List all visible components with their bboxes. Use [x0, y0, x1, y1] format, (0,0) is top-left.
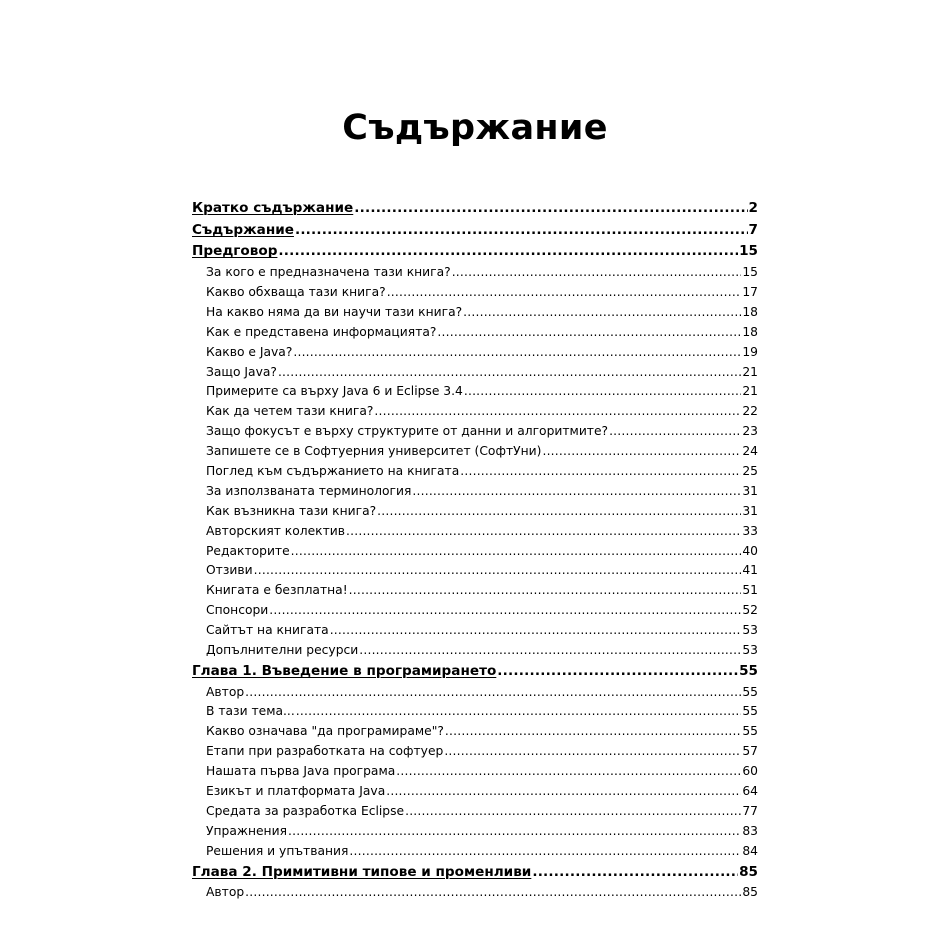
toc-dot-leader	[349, 581, 742, 601]
toc-entry-label: Спонсори	[206, 603, 269, 618]
toc-dot-leader	[445, 722, 741, 742]
toc-entry-label: Авторският колектив	[206, 523, 346, 538]
toc-entry-label: Какво означава "да програмираме"?	[206, 724, 444, 739]
table-of-contents	[192, 198, 758, 903]
toc-chapter-entry[interactable]	[192, 862, 758, 884]
toc-page-number: 31	[742, 483, 758, 498]
toc-page-number: 21	[742, 364, 758, 379]
toc-section-entry[interactable]	[192, 581, 758, 601]
toc-dot-leader	[452, 263, 742, 283]
toc-dot-leader	[359, 641, 741, 661]
toc-section-entry[interactable]	[192, 263, 758, 283]
toc-dot-leader	[609, 422, 741, 442]
toc-entry-label: Поглед към съдържанието на книгата	[206, 463, 460, 478]
toc-entry-label: Етапи при разработката на софтуер	[206, 744, 444, 759]
toc-entry-label: Допълнителни ресурси	[206, 642, 359, 657]
toc-section-entry[interactable]	[192, 382, 758, 402]
toc-page-number: 84	[742, 843, 758, 858]
toc-section-entry[interactable]	[192, 762, 758, 782]
toc-entry-label: Как да четем тази книга?	[206, 404, 374, 419]
toc-dot-leader	[346, 522, 741, 542]
toc-page-number: 17	[742, 284, 758, 299]
toc-section-entry[interactable]	[192, 883, 758, 903]
toc-entry-label: Запишете се в Софтуерния университет (СофтУни)	[206, 444, 542, 459]
toc-dot-leader	[245, 883, 741, 903]
toc-page-number: 51	[742, 583, 758, 598]
toc-entry-label: Сайтът на книгата	[206, 623, 329, 638]
toc-dot-leader	[374, 402, 741, 422]
toc-section-entry[interactable]	[192, 742, 758, 762]
toc-entry-label: Автор	[206, 885, 245, 900]
toc-dot-leader	[542, 442, 741, 462]
toc-section-entry[interactable]	[192, 283, 758, 303]
toc-page-number: 53	[742, 642, 758, 657]
toc-dot-leader	[291, 542, 742, 562]
toc-page-number: 2	[748, 200, 758, 216]
toc-page-number: 53	[742, 623, 758, 638]
toc-section-entry[interactable]	[192, 363, 758, 383]
toc-entry-label: В тази тема...	[206, 704, 295, 719]
toc-section-entry[interactable]	[192, 303, 758, 323]
toc-entry-label: Защо Java?	[206, 364, 277, 379]
toc-page-number: 23	[742, 424, 758, 439]
toc-page-number: 25	[742, 463, 758, 478]
toc-dot-leader	[497, 661, 738, 683]
toc-dot-leader	[387, 283, 742, 303]
toc-page-number: 77	[742, 803, 758, 818]
toc-page-number: 85	[742, 885, 758, 900]
toc-page-number: 85	[739, 863, 758, 880]
toc-page-number: 19	[742, 344, 758, 359]
toc-dot-leader	[412, 482, 741, 502]
toc-dot-leader	[288, 822, 741, 842]
toc-section-entry[interactable]	[192, 343, 758, 363]
toc-section-entry[interactable]	[192, 561, 758, 581]
toc-chapter-entry[interactable]	[192, 198, 758, 220]
toc-entry-label: Автор	[206, 684, 245, 699]
toc-entry-label: Какво е Java?	[206, 344, 293, 359]
toc-section-entry[interactable]	[192, 822, 758, 842]
toc-page-number: 55	[742, 704, 758, 719]
toc-section-entry[interactable]	[192, 601, 758, 621]
toc-page-number: 31	[742, 503, 758, 518]
toc-section-entry[interactable]	[192, 402, 758, 422]
toc-entry-label: Средата за разработка Eclipse	[206, 803, 405, 818]
page-title: Съдържание	[342, 108, 608, 148]
toc-entry-label: Упражнения	[206, 823, 287, 838]
toc-section-entry[interactable]	[192, 802, 758, 822]
toc-section-entry[interactable]	[192, 542, 758, 562]
toc-page-number: 52	[742, 603, 758, 618]
toc-dot-leader	[354, 198, 747, 220]
toc-entry-label: На какво няма да ви научи тази книга?	[206, 304, 463, 319]
toc-section-entry[interactable]	[192, 522, 758, 542]
toc-dot-leader	[396, 762, 741, 782]
toc-section-entry[interactable]	[192, 782, 758, 802]
toc-dot-leader	[349, 842, 741, 862]
toc-dot-leader	[245, 683, 741, 703]
toc-dot-leader	[278, 363, 741, 383]
toc-dot-leader	[460, 462, 741, 482]
toc-page-number: 18	[742, 324, 758, 339]
toc-page-number: 60	[742, 764, 758, 779]
toc-dot-leader	[330, 621, 742, 641]
toc-dot-leader	[463, 303, 741, 323]
toc-entry-label: Как е представена информацията?	[206, 324, 437, 339]
toc-page-number: 55	[742, 684, 758, 699]
toc-entry-label: Глава 2. Примитивни типове и променливи	[192, 863, 532, 880]
toc-dot-leader	[444, 742, 741, 762]
toc-entry-label: Предговор	[192, 243, 278, 260]
toc-chapter-entry[interactable]	[192, 661, 758, 683]
toc-dot-leader	[532, 862, 738, 884]
toc-section-entry[interactable]	[192, 683, 758, 703]
toc-section-entry[interactable]	[192, 502, 758, 522]
toc-page-number: 21	[742, 384, 758, 399]
toc-page-number: 55	[742, 724, 758, 739]
toc-section-entry[interactable]	[192, 842, 758, 862]
toc-section-entry[interactable]	[192, 462, 758, 482]
toc-dot-leader	[269, 601, 741, 621]
toc-dot-leader	[295, 220, 748, 242]
toc-chapter-entry[interactable]	[192, 241, 758, 263]
toc-dot-leader	[377, 502, 741, 522]
toc-page-number: 7	[748, 221, 758, 238]
toc-page-number: 15	[742, 265, 758, 280]
toc-dot-leader	[293, 343, 741, 363]
toc-page-number: 83	[742, 823, 758, 838]
toc-dot-leader	[405, 802, 741, 822]
toc-page-number: 41	[742, 563, 758, 578]
toc-page-number: 24	[742, 444, 758, 459]
toc-entry-label: Нашата първа Java програма	[206, 764, 396, 779]
toc-entry-label: Защо фокусът е върху структурите от данни и алгоритмите?	[206, 424, 609, 439]
toc-entry-label: Езикът и платформата Java	[206, 784, 386, 799]
toc-page-number: 55	[739, 662, 758, 679]
toc-dot-leader	[278, 241, 738, 263]
toc-entry-label: Редакторите	[206, 543, 290, 558]
toc-dot-leader	[464, 382, 741, 402]
toc-entry-label: За използваната терминология	[206, 483, 412, 498]
toc-dot-leader	[437, 323, 741, 343]
toc-page-number: 15	[739, 243, 758, 260]
toc-section-entry[interactable]	[192, 641, 758, 661]
toc-entry-label: Примерите са върху Java 6 и Eclipse 3.4	[206, 384, 463, 399]
toc-entry-label: За кого е предназначена тази книга?	[206, 265, 451, 280]
toc-entry-label: Кратко съдържание	[192, 200, 354, 216]
toc-section-entry[interactable]	[192, 482, 758, 502]
toc-page-number: 33	[742, 523, 758, 538]
toc-chapter-entry[interactable]	[192, 220, 758, 242]
toc-section-entry[interactable]	[192, 722, 758, 742]
toc-page-number: 40	[742, 543, 758, 558]
toc-entry-label: Книгата е безплатна!	[206, 583, 348, 598]
toc-page-number: 64	[742, 784, 758, 799]
toc-dot-leader	[386, 782, 741, 802]
toc-entry-label: Какво обхваща тази книга?	[206, 284, 386, 299]
toc-entry-label: Глава 1. Въведение в програмирането	[192, 662, 497, 679]
toc-section-entry[interactable]	[192, 442, 758, 462]
toc-page-number: 57	[742, 744, 758, 759]
toc-entry-label: Как възникна тази книга?	[206, 503, 377, 518]
toc-section-entry[interactable]	[192, 702, 758, 722]
toc-dot-leader	[254, 561, 742, 581]
toc-section-entry[interactable]	[192, 323, 758, 343]
toc-section-entry[interactable]	[192, 621, 758, 641]
toc-entry-label: Решения и упътвания	[206, 843, 349, 858]
toc-entry-label: Съдържание	[192, 221, 294, 238]
toc-dot-leader	[296, 702, 742, 722]
toc-page-number: 18	[742, 304, 758, 319]
toc-section-entry[interactable]	[192, 422, 758, 442]
toc-entry-label: Отзиви	[206, 563, 253, 578]
toc-page-number: 22	[742, 404, 758, 419]
